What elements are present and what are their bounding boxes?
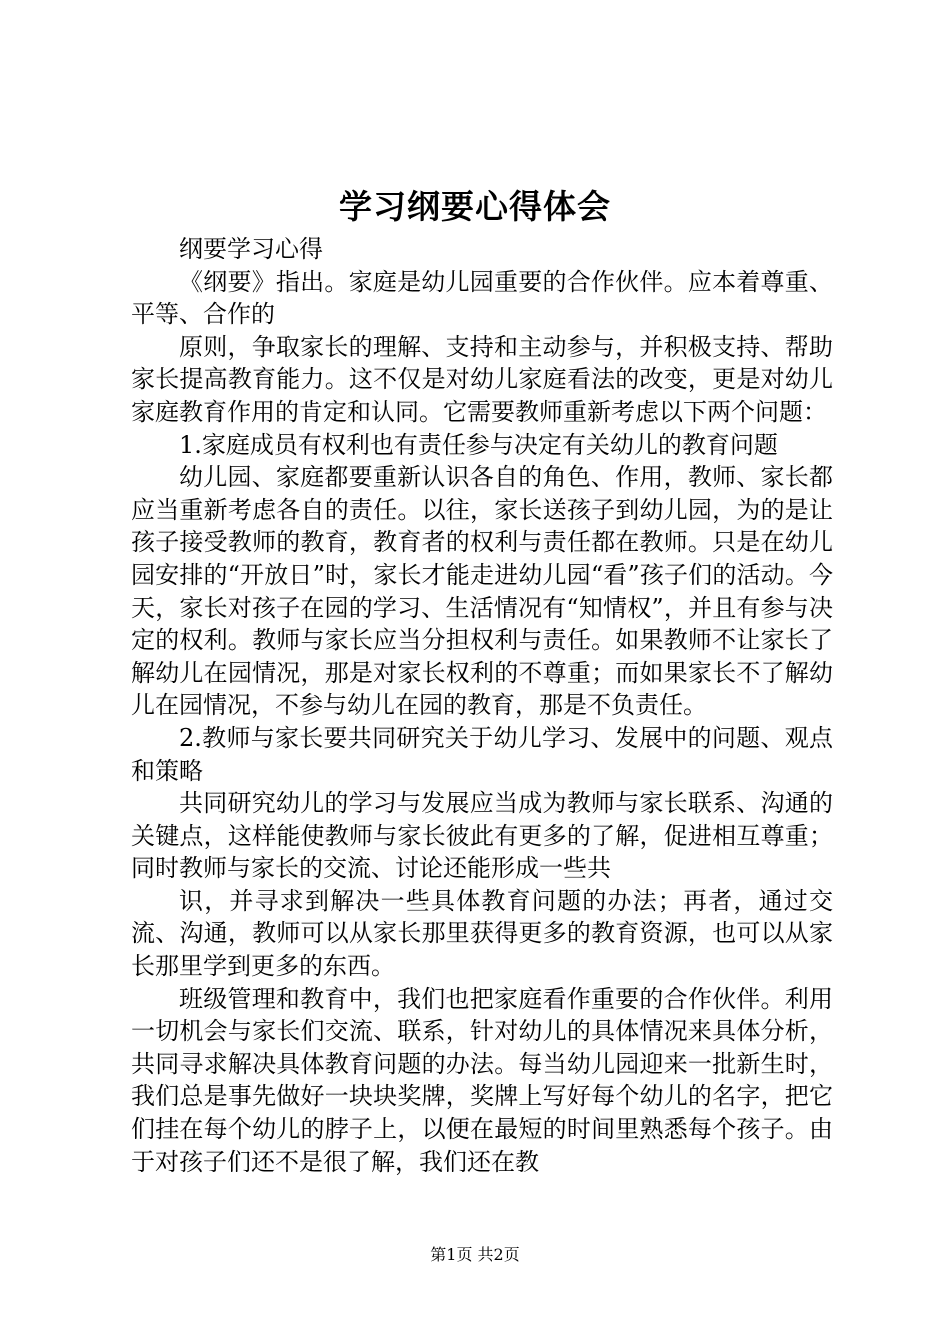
paragraph: 2.教师与家长要共同研究关于幼儿学习、发展中的问题、观点和策略 — [131, 723, 833, 785]
document-title: 学习纲要心得体会 — [339, 187, 611, 226]
paragraph: 共同研究幼儿的学习与发展应当成为教师与家长联系、沟通的关键点，这样能使教师与家长彼此有更多的了解，促进相互尊重；同时教师与家长的交流、讨论还能形成一些共 — [131, 789, 833, 883]
page-number-footer: 第1页 共2页 — [430, 1245, 520, 1264]
paragraph: 1.家庭成员有权利也有责任参与决定有关幼儿的教育问题 — [179, 430, 778, 459]
paragraph: 识，并寻求到解决一些具体教育问题的办法；再者，通过交流、沟通，教师可以从家长那里获得更多的教育资源，也可以从家长那里学到更多的东西。 — [131, 886, 833, 981]
paragraph: 原则，争取家长的理解、支持和主动参与，并积极支持、帮助家长提高教育能力。这不仅是对幼儿家庭看法的改变，更是对幼儿家庭教育作用的肯定和认同。它需要教师重新考虑以下两个问题： — [131, 332, 833, 426]
paragraph: 班级管理和教育中，我们也把家庭看作重要的合作伙伴。利用一切机会与家长们交流、联系，针对幼儿的具体情况来具体分析，共同寻求解决具体教育问题的办法。每当幼儿园迎来一批新生时，我们总是事先做好一块块奖牌，奖牌上写好每个幼儿的名字，把它们挂在每个幼儿的脖子上，以便在最短的时间里熟悉每个孩子。由于对孩子们还不是很了解，我们还在教 — [131, 984, 833, 1176]
paragraph: 《纲要》指出。家庭是幼儿园重要的合作伙伴。应本着尊重、平等、合作的 — [131, 267, 833, 329]
paragraph: 幼儿园、家庭都要重新认识各自的角色、作用，教师、家长都应当重新考虑各自的责任。以往，家长送孩子到幼儿园，为的是让孩子接受教师的教育，教育者的权利与责任都在教师。只是在幼儿园安排的“开放日”时，家长才能走进幼儿园“看”孩子们的活动。今天，家长对孩子在园的学习、生活情况有“知情权”，并且有参与决定的权利。教师与家长应当分担权利与责任。如果教师不让家长了解幼儿在园情况，那是对家长权利的不尊重；而如果家长不了解幼儿在园情况，不参与幼儿在园的教育，那是不负责任。 — [131, 463, 833, 720]
document-body — [131, 233, 833, 1178]
paragraph: 纲要学习心得 — [179, 235, 323, 263]
